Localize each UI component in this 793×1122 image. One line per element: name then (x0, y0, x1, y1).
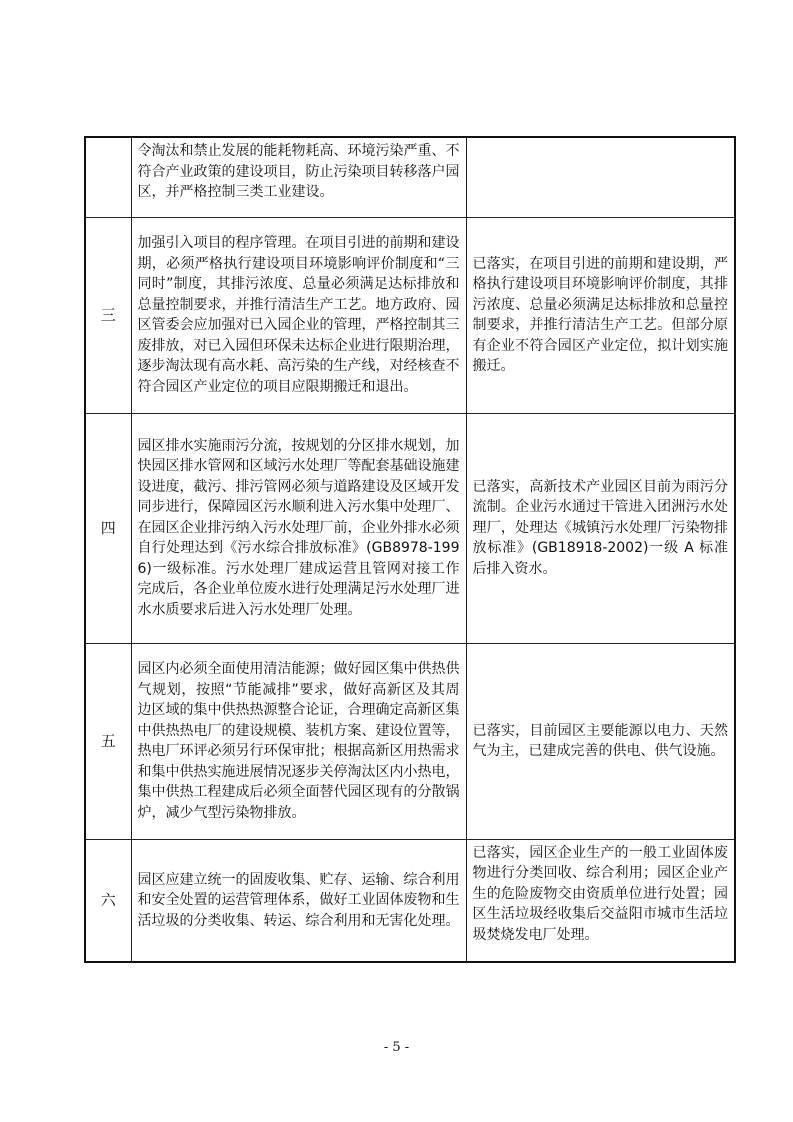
requirement-text: 园区排水实施雨污分流，按规划的分区排水规划，加快园区排水管网和区域污水处理厂等配套基础设施建设进度，截污、排污管网必须与道路建设及区域开发同步进行，保障园区污水顺利进入污水集中处理厂、在园区企业排污纳入污水处理厂前，企业外排水必须自行处理达到《污水综合排放标准》(GB8978-1996)一级标准。污水处理厂建成运营且管网对接工作完成后，各企业单位废水进行处理满足污水处理厂进水水质要求后进入污水处理厂处理。 (131, 413, 466, 643)
requirement-text: 园区应建立统一的固废收集、贮存、运输、综合利用和安全处置的运营管理体系，做好工业固体废物和生活垃圾的分类收集、转运、综合利用和无害化处理。 (131, 839, 466, 962)
status-text: 已落实，目前园区主要能源以电力、天然气为主，已建成完善的供电、供气设施。 (466, 643, 735, 839)
table-row (85, 643, 735, 839)
table-row (85, 839, 735, 962)
table-row (85, 137, 735, 217)
page-number: - 5 - (383, 1040, 410, 1055)
status-text (466, 137, 735, 217)
status-text: 已落实，高新技术产业园区目前为雨污分流制。企业污水通过干管进入团洲污水处理厂，处理达《城镇污水处理厂污染物排放标准》(GB18918-2002)一级 A 标准后排入资水。 (466, 413, 735, 643)
row-number: 三 (85, 217, 131, 413)
row-number: 六 (85, 839, 131, 962)
requirement-text: 令淘汰和禁止发展的能耗物耗高、环境污染严重、不符合产业政策的建设项目，防止污染项目转移落户园区，并严格控制三类工业建设。 (131, 137, 466, 217)
row-number: 五 (85, 643, 131, 839)
status-text: 已落实，在项目引进的前期和建设期，严格执行建设项目环境影响评价制度，其排污浓度、总量必须满足达标排放和总量控制要求，并推行清洁生产工艺。但部分原有企业不符合园区产业定位，拟计划实施搬迁。 (466, 217, 735, 413)
table-row (85, 217, 735, 413)
status-text: 已落实，园区企业生产的一般工业固体废物进行分类回收、综合利用；园区企业产生的危险废物交由资质单位进行处置；园区生活垃圾经收集后交益阳市城市生活垃圾焚烧发电厂处理。 (466, 839, 735, 962)
row-number: 四 (85, 413, 131, 643)
requirement-text: 加强引入项目的程序管理。在项目引进的前期和建设期，必须严格执行建设项目环境影响评价制度和“三同时”制度，其排污浓度、总量必须满足达标排放和总量控制要求，并推行清洁生产工艺。地方政府、园区管委会应加强对已入园企业的管理，严格控制其三废排放，对已入园但环保未达标企业进行限期治理，逐步淘汰现有高水耗、高污染的生产线，对经核查不符合园区产业定位的项目应限期搬迁和退出。 (131, 217, 466, 413)
row-number (85, 137, 131, 217)
requirement-text: 园区内必须全面使用清洁能源；做好园区集中供热供气规划，按照“节能减排”要求，做好高新区及其周边区域的集中供热热源整合论证，合理确定高新区集中供热热电厂的建设规模、装机方案、建设位置等，热电厂环评必须另行环保审批；根据高新区用热需求和集中供热实施进展情况逐步关停淘汰区内小热电，集中供热工程建成后必须全面替代园区现有的分散锅炉，减少气型污染物排放。 (131, 643, 466, 839)
requirements-table (84, 136, 736, 963)
table-row (85, 413, 735, 643)
